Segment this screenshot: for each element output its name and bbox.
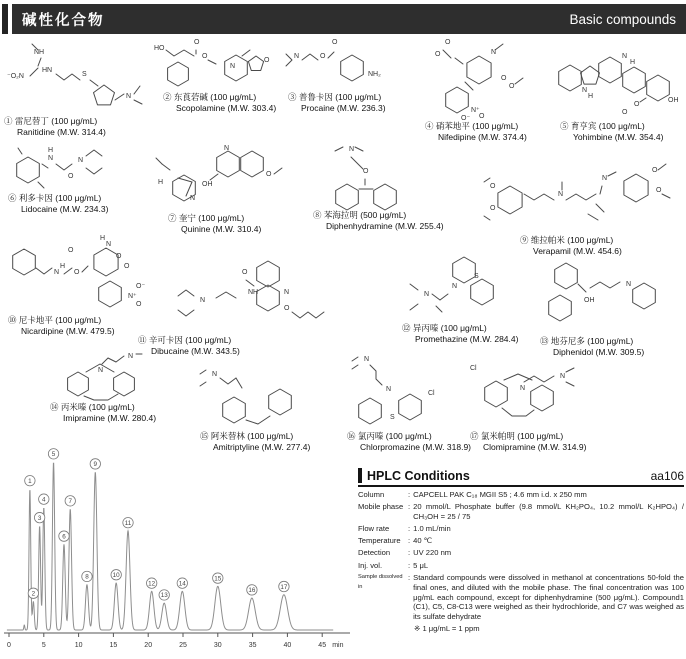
svg-text:17: 17 xyxy=(280,583,288,591)
compound-verapamil xyxy=(478,148,684,256)
svg-text:N: N xyxy=(200,297,206,304)
svg-text:N: N xyxy=(626,281,632,288)
compound-quinine xyxy=(148,140,290,234)
x-tick-label: 40 xyxy=(283,642,292,649)
structure-yohimbine xyxy=(550,40,684,121)
svg-text:N: N xyxy=(98,367,104,374)
compound-name-en: Scopolamine (M.W. 303.4) xyxy=(176,102,277,113)
compound-label xyxy=(313,210,470,231)
compound-name-zh: 辛可卡因 (100 μg/mL) xyxy=(148,335,232,345)
svg-text:N: N xyxy=(622,53,628,60)
x-tick-label: 15 xyxy=(109,642,118,649)
svg-text:HN: HN xyxy=(42,67,53,74)
structure-diphenidol xyxy=(532,252,682,336)
compound-number: ③ xyxy=(288,92,297,102)
svg-text:2: 2 xyxy=(31,590,36,598)
compound-name-zh: 利多卡因 (100 μg/mL) xyxy=(18,193,102,203)
compound-name-en: Quinine (M.W. 310.4) xyxy=(181,223,262,234)
svg-text:N: N xyxy=(386,386,392,393)
svg-text:OH: OH xyxy=(584,297,595,304)
compound-name-zh: 雷尼替丁 (100 μg/mL) xyxy=(14,116,98,126)
compound-diphenidol xyxy=(532,252,682,357)
x-tick-label: 30 xyxy=(213,642,222,649)
structure-lidocaine xyxy=(4,138,144,193)
svg-text:O: O xyxy=(202,53,208,60)
svg-text:O: O xyxy=(284,305,290,312)
svg-text:O: O xyxy=(68,247,74,254)
chromatogram-trace xyxy=(7,463,333,630)
svg-text:16: 16 xyxy=(248,587,256,595)
svg-text:10: 10 xyxy=(112,572,120,580)
svg-text:N⁺: N⁺ xyxy=(471,107,480,114)
condition-row-column xyxy=(358,490,684,500)
compound-number: ⑥ xyxy=(8,193,17,203)
compound-name-en: Chlorpromazine (M.W. 318.9) xyxy=(360,441,472,452)
colon: : xyxy=(408,501,411,511)
compound-imipramine xyxy=(44,352,194,423)
svg-text:S: S xyxy=(390,414,395,421)
compound-number: ⑮ xyxy=(200,431,209,441)
svg-text:H: H xyxy=(158,179,164,186)
compound-name-en: Promethazine (M.W. 284.4) xyxy=(415,333,519,344)
structure-clomipramine xyxy=(462,362,632,431)
compound-ranitidine xyxy=(4,38,154,137)
hplc-conditions-title: HPLC Conditions xyxy=(367,468,470,483)
compound-number: ⑦ xyxy=(168,213,177,223)
x-tick-label: 25 xyxy=(179,642,187,649)
svg-text:N: N xyxy=(560,373,566,380)
svg-text:O: O xyxy=(74,269,80,276)
x-tick-label: 20 xyxy=(144,642,153,649)
svg-text:NH: NH xyxy=(34,49,45,56)
svg-text:O: O xyxy=(501,75,507,82)
colon: : xyxy=(408,573,411,583)
compound-label xyxy=(402,323,523,344)
compound-dibucaine xyxy=(132,248,332,356)
svg-text:O: O xyxy=(124,263,130,270)
compound-name-en: Diphenhydramine (M.W. 255.4) xyxy=(326,220,444,231)
page-title-en: Basic compounds xyxy=(569,11,676,27)
hplc-conditions-header xyxy=(358,468,684,487)
svg-text:O: O xyxy=(622,109,628,116)
compound-promethazine xyxy=(388,248,523,344)
svg-text:O: O xyxy=(116,253,122,260)
svg-text:O: O xyxy=(634,101,640,108)
svg-text:O: O xyxy=(242,269,248,276)
svg-text:H: H xyxy=(630,59,636,66)
compound-name-zh: 氯丙嗪 (100 μg/mL) xyxy=(357,431,432,441)
svg-text:9: 9 xyxy=(93,461,98,469)
svg-text:O: O xyxy=(435,51,441,58)
compound-name-zh: 东莨菪碱 (100 μg/mL) xyxy=(173,92,257,102)
svg-text:O: O xyxy=(490,205,496,212)
svg-text:N: N xyxy=(364,356,370,363)
svg-text:N: N xyxy=(106,241,112,248)
compound-name-en: Nicardipine (M.W. 479.5) xyxy=(21,325,115,336)
peak-number-labels xyxy=(25,449,289,601)
header-band xyxy=(12,4,686,34)
structure-verapamil xyxy=(478,148,684,235)
svg-text:13: 13 xyxy=(160,592,168,600)
compound-name-en: Procaine (M.W. 236.3) xyxy=(301,102,386,113)
svg-text:H: H xyxy=(588,93,594,100)
svg-text:N: N xyxy=(582,87,588,94)
compound-name-en: Lidocaine (M.W. 234.3) xyxy=(21,203,109,214)
condition-label: Mobile phase xyxy=(358,501,404,511)
x-axis xyxy=(4,633,350,637)
colon: : xyxy=(408,536,411,546)
compound-number: ① xyxy=(4,116,13,126)
compound-name-zh: 尼卡地平 (100 μg/mL) xyxy=(18,315,102,325)
structure-amitriptyline xyxy=(196,366,336,431)
svg-text:H: H xyxy=(48,147,54,154)
structure-quinine xyxy=(148,140,290,213)
compound-name-zh: 丙米嗪 (100 μg/mL) xyxy=(60,402,135,412)
x-tick-label: 45 xyxy=(318,642,327,649)
svg-text:O: O xyxy=(490,183,496,190)
compound-name-en: Diphenidol (M.W. 309.5) xyxy=(553,346,645,357)
colon: : xyxy=(408,489,411,499)
compound-number: ⑨ xyxy=(520,235,529,245)
svg-text:O: O xyxy=(264,57,270,64)
compound-number: ⑤ xyxy=(560,121,569,131)
header-edge-bar xyxy=(2,4,8,34)
svg-text:12: 12 xyxy=(148,580,156,588)
structure-dibucaine xyxy=(132,248,332,335)
condition-value: CAPCELL PAK C₁₈ MGII S5 ; 4.6 mm i.d. x 250 mm xyxy=(413,489,587,499)
condition-row-detection xyxy=(358,548,684,558)
compound-number: ⑫ xyxy=(402,323,411,333)
condition-label: Flow rate xyxy=(358,523,390,533)
svg-text:N: N xyxy=(230,63,236,70)
x-axis-unit-label: min xyxy=(332,642,344,649)
svg-text:O⁻: O⁻ xyxy=(136,283,146,290)
svg-text:O: O xyxy=(445,39,451,46)
condition-value: 5 μL xyxy=(413,560,429,570)
compound-name-zh: 阿米替林 (100 μg/mL) xyxy=(210,431,294,441)
svg-text:O: O xyxy=(320,53,326,60)
compound-procaine xyxy=(280,39,398,113)
structure-procaine xyxy=(280,39,398,92)
svg-text:N: N xyxy=(54,269,60,276)
condition-label: Temperature xyxy=(358,536,401,546)
compound-number: ⑪ xyxy=(138,335,147,345)
compound-number: ⑰ xyxy=(470,431,479,441)
compound-scopolamine xyxy=(150,40,285,113)
svg-text:O: O xyxy=(652,167,658,174)
svg-text:N: N xyxy=(349,146,355,153)
svg-text:NH₂: NH₂ xyxy=(368,71,381,78)
condition-row-temperature xyxy=(358,536,684,546)
compound-label xyxy=(4,116,154,137)
svg-text:6: 6 xyxy=(62,533,66,541)
svg-text:N: N xyxy=(48,155,54,162)
compound-clomipramine xyxy=(462,362,632,452)
svg-text:S: S xyxy=(474,273,479,280)
svg-text:HO: HO xyxy=(154,45,165,52)
svg-text:S: S xyxy=(82,71,87,78)
condition-label: Column xyxy=(358,489,385,499)
compound-label xyxy=(560,121,684,142)
svg-text:O: O xyxy=(363,168,369,175)
structure-diphenhydramine xyxy=(305,143,470,210)
svg-text:O: O xyxy=(136,301,142,308)
svg-text:OH: OH xyxy=(668,97,679,104)
compound-name-zh: 维拉帕米 (100 μg/mL) xyxy=(530,235,614,245)
compound-label xyxy=(168,213,290,234)
svg-text:N: N xyxy=(424,291,430,298)
condition-value: 1.0 mL/min xyxy=(413,523,451,533)
svg-text:8: 8 xyxy=(85,573,89,581)
svg-text:O: O xyxy=(266,171,272,178)
header-accent-bar xyxy=(358,468,362,483)
svg-text:N: N xyxy=(602,175,608,182)
condition-label: Detection xyxy=(358,548,391,558)
svg-text:1: 1 xyxy=(28,477,32,485)
svg-text:⁻O₂N: ⁻O₂N xyxy=(7,73,24,80)
hplc-conditions-panel xyxy=(358,468,684,633)
svg-text:N: N xyxy=(294,53,300,60)
compound-amitriptyline xyxy=(196,366,336,452)
compound-name-zh: 硝苯地平 (100 μg/mL) xyxy=(435,121,519,131)
compound-label xyxy=(425,121,550,142)
application-code: aa106 xyxy=(650,468,684,483)
structure-promethazine xyxy=(388,248,523,323)
svg-text:O: O xyxy=(194,39,200,46)
compound-number: ⑧ xyxy=(313,210,322,220)
svg-text:N: N xyxy=(78,157,84,164)
svg-text:O: O xyxy=(656,187,662,194)
condition-value: Standard compounds were dissolved in methanol at concentrations 50-fold the final ones, and diluted with the mobile phase. The final concentration was 100 μg/mL each compound, except for diphenhydramine (500 μg/mL). Compound1 (C1), C5, C8-C13 were weighed as their hydrochloride, and C7 was weighed as its sulfate dehydrate xyxy=(413,573,684,622)
compound-number: ④ xyxy=(425,121,434,131)
condition-row-flow-rate xyxy=(358,524,684,534)
condition-row-sample xyxy=(358,573,684,622)
compound-name-zh: 苯海拉明 (500 μg/mL) xyxy=(323,210,407,220)
x-tick-label: 10 xyxy=(74,642,83,649)
compound-lidocaine xyxy=(4,138,144,214)
compound-number: ⑭ xyxy=(50,402,59,412)
x-tick-label: 35 xyxy=(248,642,257,649)
svg-text:N: N xyxy=(212,371,218,378)
colon: : xyxy=(408,548,411,558)
x-tick-label: 0 xyxy=(7,642,11,649)
svg-text:N⁺: N⁺ xyxy=(128,293,137,300)
svg-text:3: 3 xyxy=(37,514,42,522)
condition-value: UV 220 nm xyxy=(413,548,452,558)
compound-name-en: Clomipramine (M.W. 314.9) xyxy=(483,441,587,452)
compound-name-en: Amitriptyline (M.W. 277.4) xyxy=(213,441,311,452)
svg-text:O: O xyxy=(332,39,338,46)
svg-text:O⁻: O⁻ xyxy=(461,115,471,122)
concentration-note: ※ 1 μg/mL = 1 ppm xyxy=(414,624,480,634)
svg-text:4: 4 xyxy=(42,496,46,504)
compound-name-zh: 氯米帕明 (100 μg/mL) xyxy=(480,431,564,441)
compound-number: ② xyxy=(163,92,172,102)
page-title-zh: 碱性化合物 xyxy=(22,12,105,29)
svg-text:N: N xyxy=(520,385,526,392)
structure-ranitidine xyxy=(4,38,154,116)
structure-imipramine xyxy=(44,352,194,402)
compound-name-en: Dibucaine (M.W. 343.5) xyxy=(151,345,240,356)
svg-text:7: 7 xyxy=(68,498,73,506)
svg-text:N: N xyxy=(126,93,132,100)
svg-text:Cl: Cl xyxy=(470,365,477,372)
svg-text:N: N xyxy=(190,195,196,202)
condition-value: 20 mmol/L Phosphate buffer (9.8 mmol/L KH₂PO₄, 10.2 mmol/L K₂HPO₄) / CH₃OH = 25 / 75 xyxy=(413,501,684,521)
compound-name-zh: 地芬尼多 (100 μg/mL) xyxy=(550,336,634,346)
compound-number: ⑩ xyxy=(8,315,17,325)
compound-name-en: Nifedipine (M.W. 374.4) xyxy=(438,131,527,142)
svg-text:N: N xyxy=(224,145,230,152)
svg-text:NH: NH xyxy=(248,289,259,296)
compound-label xyxy=(163,92,285,113)
compound-label xyxy=(540,336,682,357)
svg-text:5: 5 xyxy=(51,451,56,459)
compound-label xyxy=(50,402,194,423)
condition-label: Inj. vol. xyxy=(358,560,383,570)
compound-diphenhydramine xyxy=(305,143,470,231)
x-tick-label: 5 xyxy=(41,642,46,649)
compound-name-en: Yohimbine (M.W. 354.4) xyxy=(573,131,664,142)
svg-text:N: N xyxy=(491,49,497,56)
compound-name-en: Ranitidine (M.W. 314.4) xyxy=(17,126,106,137)
compound-name-en: Verapamil (M.W. 454.6) xyxy=(533,245,622,256)
compound-label xyxy=(470,431,632,452)
svg-text:N: N xyxy=(284,289,290,296)
compound-label xyxy=(8,193,144,214)
svg-text:H: H xyxy=(60,263,66,270)
compound-yohimbine xyxy=(550,40,684,142)
svg-text:N: N xyxy=(128,353,134,360)
condition-row-injection-volume xyxy=(358,561,684,571)
svg-text:11: 11 xyxy=(124,519,132,527)
svg-text:N: N xyxy=(452,283,458,290)
compound-number: ⑬ xyxy=(540,336,549,346)
compound-name-zh: 异丙嗪 (100 μg/mL) xyxy=(412,323,487,333)
structure-scopolamine xyxy=(150,40,285,92)
colon: : xyxy=(408,560,411,570)
svg-text:14: 14 xyxy=(178,580,186,588)
compound-name-zh: 奎宁 (100 μg/mL) xyxy=(178,213,245,223)
condition-row-mobile-phase xyxy=(358,502,684,522)
structure-nifedipine xyxy=(415,38,550,121)
compound-number: ⑯ xyxy=(347,431,356,441)
chromatogram xyxy=(2,448,356,659)
svg-text:N: N xyxy=(558,191,564,198)
compound-name-en: Imipramine (M.W. 280.4) xyxy=(63,412,157,423)
svg-text:Cl: Cl xyxy=(428,390,435,397)
svg-text:O: O xyxy=(509,83,515,90)
compound-name-zh: 普鲁卡因 (100 μg/mL) xyxy=(298,92,382,102)
svg-text:O: O xyxy=(68,173,74,180)
compound-name-zh: 育亨宾 (100 μg/mL) xyxy=(570,121,645,131)
condition-label: Sample dissolved in xyxy=(358,574,403,590)
svg-text:H: H xyxy=(100,235,106,242)
condition-value: 40 ℃ xyxy=(413,536,433,546)
compound-label xyxy=(288,92,398,113)
compound-nifedipine xyxy=(415,38,550,142)
svg-text:OH: OH xyxy=(202,181,213,188)
svg-text:O: O xyxy=(479,113,485,120)
svg-text:15: 15 xyxy=(214,575,222,583)
colon: : xyxy=(408,523,411,533)
